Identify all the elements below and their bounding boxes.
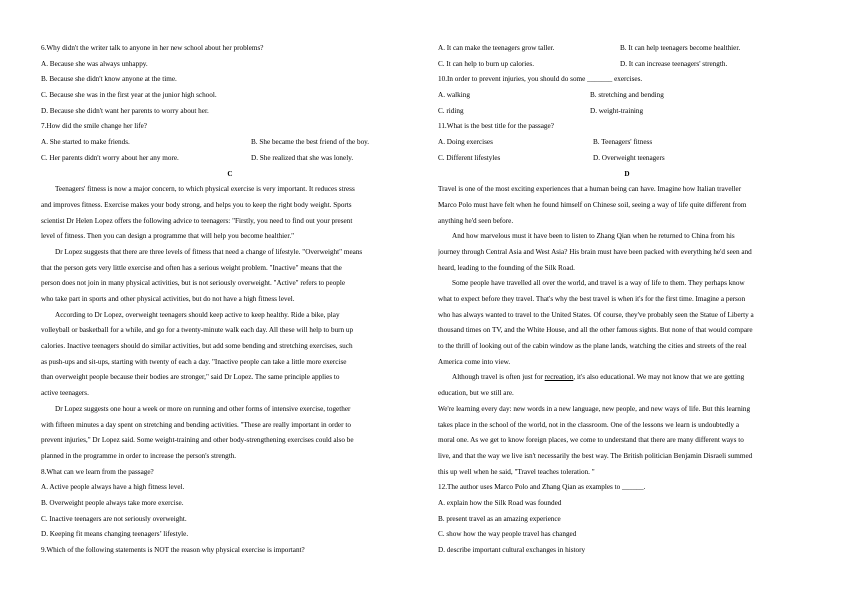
- section-d-heading: D: [624, 169, 630, 178]
- option-6c: C. Because she was in the first year at the junior high school.: [41, 91, 217, 100]
- passage-c-line: level of fitness. Then you can design a programme that will help you become healthier.": [41, 232, 295, 241]
- option-9d: D. It can increase teenagers' strength.: [620, 59, 728, 68]
- passage-d-line: takes place in the school of the world, not in the classroom. One of the lessons we learn is undoubtedly a: [438, 420, 740, 429]
- passage-d-line: We're learning every day: new words in a new language, new people, and new ways of life. But this learning: [438, 404, 751, 413]
- passage-d-line: journey through Central Asia and West Asia? His brain must have been packed with everything he'd seen and: [438, 247, 752, 256]
- option-11c: C. Different lifestyles: [438, 153, 501, 162]
- option-11d: D. Overweight teenagers: [593, 153, 665, 162]
- options-11ab: [438, 135, 816, 151]
- option-12d: D. describe important cultural exchanges in history: [438, 546, 586, 554]
- passage-d-line: heard, leading to the founding of the Silk Road.: [438, 263, 575, 272]
- option-6a: A. Because she was always unhappy.: [41, 59, 148, 68]
- passage-c-line: scientist Dr Helen Lopez offers the following advice to teenagers: "Firstly, you need to find out your present: [41, 216, 353, 225]
- passage-d-text: , it's also educational. We may not know that we are getting: [573, 373, 745, 382]
- passage-c-line: According to Dr Lopez, overweight teenagers should keep active to keep healthy. Ride a bike, play: [55, 310, 340, 319]
- options-10cd: [438, 104, 816, 120]
- option-7a: A. She started to make friends.: [41, 138, 130, 147]
- passage-c-line: with fifteen minutes a day spent on stretching and bending activities. "These are really important in order to: [41, 420, 351, 429]
- passage-c-line: Dr Lopez suggests one hour a week or more on running and other forms of intensive exercise, together: [55, 404, 351, 413]
- passage-c-line: than overweight people because their bodies are stronger," said Dr Lopez. The same principle applies to: [41, 373, 340, 382]
- option-6b: B. Because she didn't know anyone at the time.: [41, 75, 177, 84]
- passage-d-text: Although travel is often just for: [452, 373, 545, 382]
- option-10a: A. walking: [438, 91, 470, 100]
- passage-d-line: moral one. As we get to know foreign places, we come to understand that there are many different ways to: [438, 436, 744, 445]
- option-8b: B. Overweight people always take more exercise.: [41, 498, 184, 507]
- passage-d-line: this up well when he said, "Travel teaches toleration. ": [438, 467, 595, 476]
- section-c-heading: C: [227, 169, 233, 178]
- option-9a: A. It can make the teenagers grow taller.: [438, 44, 555, 52]
- passage-c-line: active teenagers.: [41, 389, 89, 398]
- option-7c: C. Her parents didn't worry about her any more.: [41, 153, 179, 162]
- passage-d-line: America come into view.: [438, 357, 511, 366]
- passage-c-line: and improves fitness. Exercise makes your body strong, and helps you to keep the right body weight. Sports: [41, 200, 352, 209]
- passage-d-line: [438, 370, 816, 386]
- option-10d: D. weight-training: [590, 106, 644, 115]
- option-11a: A. Doing exercises: [438, 138, 493, 147]
- option-9c: C. It can help to burn up calories.: [438, 59, 535, 68]
- option-8d: D. Keeping fit means changing teenagers’ lifestyle.: [41, 530, 189, 539]
- passage-c-line: that the person gets very little exercise and often has a serious weight problem. "Inactive" means that the: [41, 263, 342, 272]
- option-7b: B. She became the best friend of the boy.: [251, 138, 370, 147]
- passage-c-line: volleyball or basketball for a while, and go for a twenty-minute walk each day. All these will help to burn up: [41, 326, 354, 335]
- passage-c-line: calories. Inactive teenagers should do similar activities, but add some bending and stretching exercises, such: [41, 342, 353, 351]
- passage-d-line: education, but we still are.: [438, 389, 514, 398]
- option-7d: D. She realized that she was lonely.: [251, 153, 354, 162]
- passage-d-line: live, and that the way we live isn't necessarily the best way. The British politician Benjamin Disraeli summed: [438, 451, 753, 460]
- passage-d-line: anything he'd seen before.: [438, 216, 514, 225]
- passage-c-line: Teenagers' fitness is now a major concern, to which physical exercise is very important. It reduces stress: [55, 185, 355, 194]
- passage-d-line: Some people have travelled all over the world, and travel is a way of life to them. They perhaps know: [452, 279, 745, 288]
- question-12: 12.The author uses Marco Polo and Zhang Qian as examples to ______.: [438, 483, 646, 492]
- passage-d-line: Travel is one of the most exciting experiences that a human being can have. Imagine how Italian traveller: [438, 185, 742, 194]
- passage-c-line: prevent injuries," Dr Lopez said. Some weight-training and other body-strengthening exercises could also be: [41, 436, 354, 445]
- option-12a: A. explain how the Silk Road was founded: [438, 498, 562, 507]
- option-10b: B. stretching and bending: [590, 91, 664, 100]
- left-column: [41, 41, 419, 559]
- question-8: 8.What can we learn from the passage?: [41, 467, 154, 476]
- passage-d-line: thousand times on TV, and the White House, and all the other famous sights. But none of that would compare: [438, 326, 753, 335]
- question-9: 9.Which of the following statements is NOT the reason why physical exercise is important?: [41, 546, 305, 554]
- question-10: 10.In order to prevent injuries, you should do some _______ exercises.: [438, 75, 643, 84]
- option-12b: B. present travel as an amazing experience: [438, 514, 561, 523]
- options-7ab: [41, 135, 419, 151]
- passage-d-line: who has always wanted to travel to the United States. Of course, they've probably seen the Statue of Liberty a: [438, 310, 754, 319]
- options-7cd: [41, 151, 419, 167]
- question-6: 6.Why didn't the writer talk to anyone in her new school about her problems?: [41, 44, 264, 52]
- option-11b: B. Teenagers' fitness: [593, 138, 653, 147]
- underlined-word: recreation: [544, 373, 574, 382]
- option-10c: C. riding: [438, 106, 464, 115]
- options-9ab: [438, 41, 816, 57]
- options-10ab: [438, 88, 816, 104]
- passage-c-line: as push-ups and sit-ups, starting with twenty of each a day. "Inactive people can take a little more exercise: [41, 357, 347, 366]
- option-9b: B. It can help teenagers become healthier.: [620, 44, 741, 52]
- question-7: 7.How did the smile change her life?: [41, 122, 147, 131]
- passage-c-line: planned in the programme in order to increase the person's strength.: [41, 451, 237, 460]
- passage-c-line: Dr Lopez suggests that there are three levels of fitness that need a change of lifestyle. "Overweight" means: [55, 247, 363, 256]
- passage-c-line: who take part in sports and other physical activities, but do not have a high fitness level.: [41, 295, 295, 303]
- option-6d: D. Because she didn't want her parents to worry about her.: [41, 106, 209, 115]
- passage-c-line: person does not join in many physical activities, but is not seriously overweight. "Active" refers to people: [41, 279, 346, 288]
- option-12c: C. show how the way people travel has changed: [438, 530, 577, 539]
- options-11cd: [438, 151, 816, 167]
- passage-d-line: to the thrill of looking out of the cabin window as the plane lands, watching the cities and streets of the real: [438, 342, 747, 351]
- right-column: [438, 41, 816, 559]
- options-9cd: [438, 57, 816, 73]
- option-8c: C. Inactive teenagers are not seriously overweight.: [41, 514, 187, 523]
- option-8a: A. Active people always have a high fitness level.: [41, 483, 185, 492]
- passage-d-line: Marco Polo must have felt when he found himself on Chinese soil, seeing a way of life quite different from: [438, 200, 747, 209]
- question-11: 11.What is the best title for the passage?: [438, 122, 554, 131]
- passage-d-line: And how marvelous must it have been to listen to Zhang Qian when he returned to China from his: [452, 232, 735, 241]
- passage-d-line: what to expect before they travel. That's why the best travel is when it's for the first time. Imagine a person: [438, 295, 746, 303]
